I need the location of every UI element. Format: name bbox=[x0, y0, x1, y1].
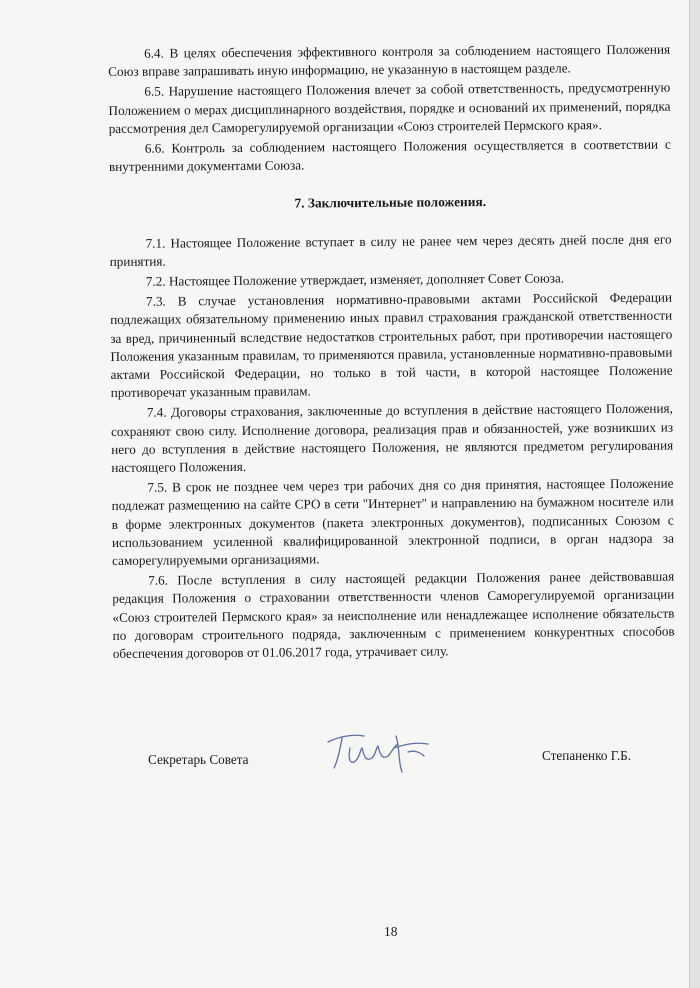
paragraph-6-4: 6.4. В целях обеспечения эффективного контроля за соблюдением настоящего Положения Союз вправе запрашивать иную информацию, не указанную в настоящем разделе. bbox=[108, 41, 671, 80]
paragraph-7-6: 7.6. После вступления в силу настоящей редакции Положения ранее действовавшая редакция Положения о страховании ответственности членов Саморегулируемой организации «Союз строителей Пермского края» за неисполнение или ненадлежащее исполнение обязательств по договорам строительного подряда, заключенным с применением конкурентных способов обеспечения договоров от 01.06.2017 года, утрачивает силу. bbox=[112, 568, 675, 662]
handwritten-signature bbox=[320, 728, 440, 778]
signatory-role: Секретарь Совета bbox=[148, 752, 249, 767]
paragraph-7-2: 7.2. Настоящее Положение утверждает, изменяет, дополняет Совет Союза. bbox=[145, 270, 565, 289]
paragraph-7-5: 7.5. В срок не позднее чем через три рабочих дня со дня принятия, настоящее Положение подлежат размещению на сайте СРО в сети "Интернет" и направлению на бумажном носителе или в форме электронных документов (пакета электронных документов), подписанных Союзом с использованием усиленной квалифицированной электронной подписи, в орган надзора за саморегулируемыми организациями. bbox=[111, 475, 674, 569]
signatory-name: Степаненко Г.Б. bbox=[542, 748, 632, 763]
page-number: 18 bbox=[384, 924, 398, 939]
paragraph-7-3: 7.3. В случае установления нормативно-правовыми актами Российской Федерации подлежащих обязательному применению иных правил страхования гражданской ответственности за вред, причиненный вследствие недостатков строительных работ, при противоречии настоящего Положения указанным правилам, то применяются правила, установленные нормативно-правовыми актами Российской Федерации, но только в той части, в которой настоящее Положение противоречат указанным правилам. bbox=[110, 289, 673, 401]
signature-block bbox=[148, 728, 648, 788]
paragraph-6-5: 6.5. Нарушение настоящего Положения влечет за собой ответственность, предусмотренную Положением о мерах дисциплинарного воздействия, порядке и оснований их применений, порядка рассмотрения дел Саморегулируемой организации «Союз строителей Пермского края». bbox=[108, 79, 671, 136]
document-body bbox=[108, 41, 675, 664]
section-heading: 7. Заключительные положения. bbox=[294, 194, 487, 211]
paragraph-7-1: 7.1. Настоящее Положение вступает в силу не ранее чем через десять дней после дня его принятия. bbox=[109, 231, 672, 269]
paragraph-6-6: 6.6. Контроль за соблюдением настоящего Положения осуществляется в соответствии с внутренними документами Союза. bbox=[108, 136, 671, 175]
paragraph-7-4: 7.4. Договоры страхования, заключенные до вступления в действие настоящего Положения, сохраняют свою силу. Исполнение договора, реализация прав и обязанностей, уже возникших из него до вступления в действие настоящего Положения, не являются предметом регулирования настоящего Положения. bbox=[110, 401, 674, 476]
page-edge bbox=[690, 0, 700, 988]
